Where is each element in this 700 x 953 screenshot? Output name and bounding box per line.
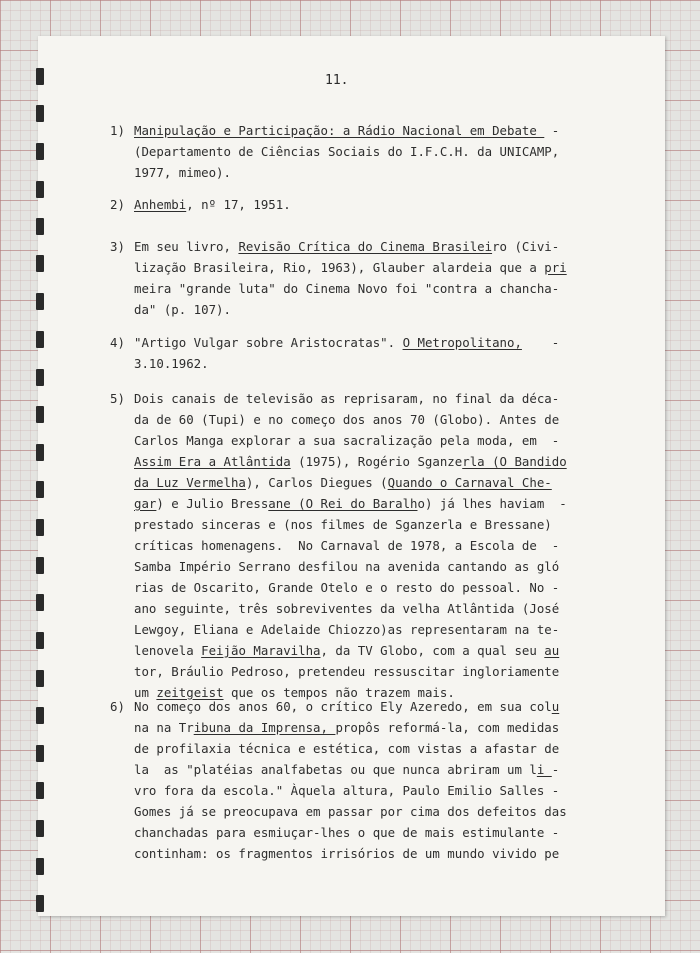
footnote-text: Manipulação e Participação: a Rádio Nacional em Debate - [134, 123, 560, 138]
binding-hole [36, 632, 44, 649]
binding-hole [36, 707, 44, 724]
footnote-text: da Luz Vermelha), Carlos Diegues (Quando o Carnaval Che- [134, 475, 552, 490]
footnote-text: Assim Era a Atlântida (1975), Rogério Sganzerla (O Bandido [134, 454, 567, 469]
spiral-binding [36, 60, 45, 910]
footnote-line [110, 619, 600, 640]
footnote-3 [110, 236, 600, 320]
footnote-line [110, 598, 600, 619]
binding-hole [36, 444, 44, 461]
footnote-line [110, 353, 600, 374]
footnote-text: da" (p. 107). [134, 302, 231, 317]
binding-hole [36, 331, 44, 348]
footnote-line [110, 514, 600, 535]
footnote-2 [110, 194, 600, 215]
footnote-line [110, 332, 600, 353]
footnote-1 [110, 120, 600, 183]
footnote-line [110, 556, 600, 577]
footnote-text: la as "platéias analfabetas ou que nunca abriram um li - [134, 762, 560, 777]
footnote-text: meira "grande luta" do Cinema Novo foi "contra a chancha- [134, 281, 560, 296]
footnote-line [110, 640, 600, 661]
footnote-line [110, 430, 600, 451]
footnote-line [110, 535, 600, 556]
page-number: 11. [325, 73, 349, 88]
footnote-text: chanchadas para esmiuçar-lhes o que de mais estimulante - [134, 825, 560, 840]
binding-hole [36, 858, 44, 875]
footnote-line [110, 661, 600, 682]
binding-hole [36, 255, 44, 272]
footnote-text: prestado sinceras e (nos filmes de Sganzerla e Bressane) [134, 517, 552, 532]
footnote-line [110, 194, 600, 215]
footnote-text: um zeitgeist que os tempos não trazem mais. [134, 685, 455, 700]
footnote-line [110, 780, 600, 801]
footnote-text: rias de Oscarito, Grande Otelo e o resto do pessoal. No - [134, 580, 560, 595]
footnote-text: tor, Bráulio Pedroso, pretendeu ressuscitar ingloriamente [134, 664, 560, 679]
binding-hole [36, 670, 44, 687]
footnote-line [110, 493, 600, 514]
binding-hole [36, 293, 44, 310]
footnote-line [110, 162, 600, 183]
footnote-number: 6) [110, 699, 125, 714]
footnote-text: Gomes já se preocupava em passar por cima dos defeitos das [134, 804, 567, 819]
footnote-line [110, 299, 600, 320]
footnote-line [110, 801, 600, 822]
footnote-text: "Artigo Vulgar sobre Aristocratas". O Metropolitano, - [134, 335, 560, 350]
footnote-text: na na Tribuna da Imprensa, propôs reformá-la, com medidas [134, 720, 560, 735]
footnote-text: críticas homenagens. No Carnaval de 1978, a Escola de - [134, 538, 560, 553]
footnote-line [110, 759, 600, 780]
binding-hole [36, 68, 44, 85]
footnote-number: 3) [110, 239, 125, 254]
binding-hole [36, 181, 44, 198]
binding-hole [36, 406, 44, 423]
binding-hole [36, 895, 44, 912]
binding-hole [36, 143, 44, 160]
footnote-line [110, 278, 600, 299]
footnote-number: 4) [110, 335, 125, 350]
footnote-number: 2) [110, 197, 125, 212]
footnote-line [110, 409, 600, 430]
footnote-text: ano seguinte, três sobreviventes da velha Atlântida (José [134, 601, 560, 616]
binding-hole [36, 481, 44, 498]
footnote-text: Carlos Manga explorar a sua sacralização pela moda, em - [134, 433, 560, 448]
binding-hole [36, 369, 44, 386]
footnote-4 [110, 332, 600, 374]
footnote-5 [110, 388, 600, 703]
footnote-line [110, 738, 600, 759]
footnote-text: de profilaxia técnica e estética, com vistas a afastar de [134, 741, 560, 756]
footnote-line [110, 822, 600, 843]
binding-hole [36, 745, 44, 762]
footnote-text: Samba Império Serrano desfilou na avenida cantando as gló [134, 559, 560, 574]
footnote-number: 1) [110, 123, 125, 138]
footnote-text: Anhembi, nº 17, 1951. [134, 197, 291, 212]
footnote-text: Em seu livro, Revisão Crítica do Cinema Brasileiro (Civi- [134, 239, 560, 254]
footnote-line [110, 577, 600, 598]
footnote-line [110, 472, 600, 493]
footnote-text: 3.10.1962. [134, 356, 209, 371]
binding-hole [36, 820, 44, 837]
binding-hole [36, 519, 44, 536]
footnote-line [110, 717, 600, 738]
footnote-number: 5) [110, 391, 125, 406]
footnote-text: gar) e Julio Bressane (O Rei do Baralho) já lhes haviam - [134, 496, 567, 511]
footnote-line [110, 141, 600, 162]
footnote-line [110, 451, 600, 472]
footnote-text: Dois canais de televisão as reprisaram, no final da déca- [134, 391, 560, 406]
footnote-6 [110, 696, 600, 864]
footnote-line [110, 843, 600, 864]
binding-hole [36, 105, 44, 122]
binding-hole [36, 782, 44, 799]
footnote-text: da de 60 (Tupi) e no começo dos anos 70 (Globo). Antes de [134, 412, 560, 427]
footnote-text: vro fora da escola." Àquela altura, Paulo Emilio Salles - [134, 783, 560, 798]
footnote-line [110, 257, 600, 278]
footnote-text: continham: os fragmentos irrisórios de um mundo vivido pe [134, 846, 560, 861]
footnote-line [110, 236, 600, 257]
footnote-text: Lewgoy, Eliana e Adelaide Chiozzo)as representaram na te- [134, 622, 560, 637]
binding-hole [36, 557, 44, 574]
footnote-line [110, 388, 600, 409]
footnote-text: lenovela Feijão Maravilha, da TV Globo, com a qual seu au [134, 643, 560, 658]
binding-hole [36, 218, 44, 235]
footnote-text: 1977, mimeo). [134, 165, 231, 180]
footnote-text: (Departamento de Ciências Sociais do I.F.C.H. da UNICAMP, [134, 144, 560, 159]
footnote-line [110, 120, 600, 141]
binding-hole [36, 594, 44, 611]
footnote-text: No começo dos anos 60, o crítico Ely Azeredo, em sua colu [134, 699, 560, 714]
footnote-line [110, 696, 600, 717]
footnote-text: lização Brasileira, Rio, 1963), Glauber alardeia que a pri [134, 260, 567, 275]
